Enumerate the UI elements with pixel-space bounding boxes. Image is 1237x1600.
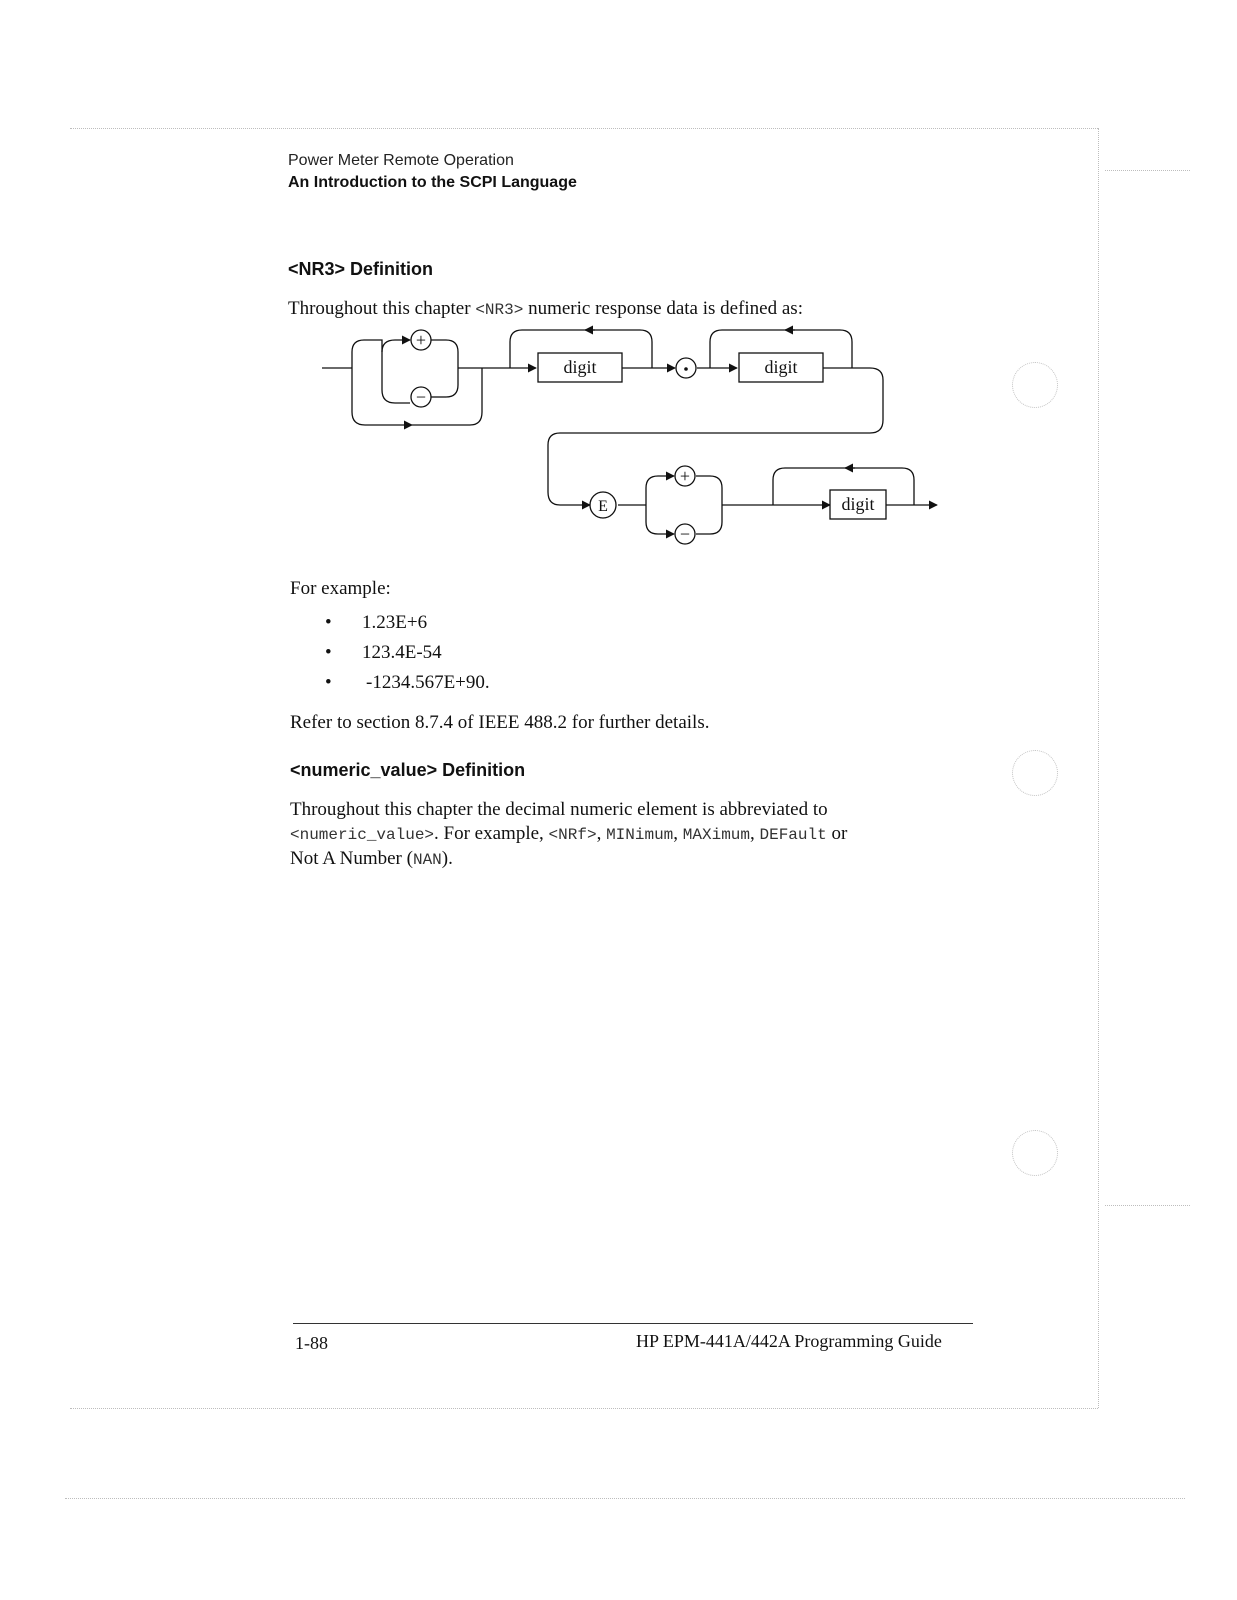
bullet-icon: • — [325, 672, 332, 693]
text-close: ). — [441, 848, 453, 869]
plus-symbol-1: + — [415, 330, 427, 350]
diagram-wrap-line — [548, 368, 883, 505]
separator: , — [596, 823, 607, 844]
scan-bottom-border — [70, 1408, 1098, 1409]
code-numeric-value: <numeric_value> — [290, 826, 435, 844]
running-header-chapter: Power Meter Remote Operation — [288, 152, 514, 169]
example-value: 1.23E+6 — [362, 612, 428, 633]
numeric-value-line-1: Throughout this chapter the decimal numeric element is abbreviated to — [290, 799, 828, 820]
code-nrf: <NRf> — [548, 826, 597, 844]
bullet-icon: • — [325, 642, 332, 663]
guide-title: HP EPM-441A/442A Programming Guide — [636, 1331, 942, 1351]
nr3-intro-code: <NR3> — [475, 301, 524, 319]
plus-symbol-2: + — [679, 466, 691, 486]
diagram-sign-plus-out — [430, 340, 458, 397]
scan-page-edge — [65, 1498, 1185, 1499]
exponent-label: E — [598, 498, 608, 515]
bullet-icon: • — [325, 612, 332, 633]
digit-label-1: digit — [563, 357, 597, 377]
nr3-intro-text-after: numeric response data is defined as: — [523, 298, 803, 319]
text-not-a-number: Not A Number ( — [290, 848, 413, 869]
code-nan: NAN — [412, 851, 442, 869]
example-label: For example: — [290, 578, 391, 599]
code-maximum: MAXimum — [682, 826, 750, 844]
example-value: -1234.567E+90. — [366, 672, 490, 693]
separator: , — [673, 823, 683, 844]
minus-symbol-1: − — [415, 387, 427, 407]
numeric-value-paragraph — [290, 798, 990, 872]
code-default: DEFault — [759, 826, 827, 844]
numeric-value-line-2 — [290, 822, 990, 847]
scan-right-tick-bottom — [1105, 1205, 1190, 1206]
punch-hole-bottom — [1012, 1130, 1058, 1176]
example-value: 123.4E-54 — [362, 642, 442, 663]
separator: , — [750, 823, 760, 844]
point-dot — [684, 367, 688, 371]
text-for-example: . For example, — [434, 823, 549, 844]
diagram-sign-plus-in — [382, 340, 410, 352]
nr3-intro-text-before: Throughout this chapter — [288, 298, 476, 319]
text-or: or — [826, 823, 848, 844]
diagram-sign-upper-path — [352, 340, 382, 368]
diagram-sign-outer-left — [382, 352, 410, 403]
numeric-value-line-3 — [290, 847, 990, 872]
footer-rule — [293, 1323, 973, 1324]
reference-text: Refer to section 8.7.4 of IEEE 488.2 for further details. — [290, 712, 710, 733]
diagram-sign2-minus-in — [646, 505, 674, 534]
nr3-heading: <NR3> Definition — [288, 259, 434, 279]
punch-hole-middle — [1012, 750, 1058, 796]
diagram-sign2-minus-out — [696, 505, 722, 534]
digit-label-3: digit — [841, 494, 875, 514]
numeric-value-heading: <numeric_value> Definition — [290, 760, 526, 780]
digit-label-2: digit — [764, 357, 798, 377]
minus-symbol-2: − — [679, 524, 691, 544]
nr3-syntax-diagram — [0, 0, 1237, 600]
diagram-sign2-plus-out — [696, 476, 722, 505]
running-header-section: An Introduction to the SCPI Language — [288, 174, 577, 191]
code-minimum: MINimum — [606, 826, 674, 844]
page-number: 1-88 — [295, 1333, 328, 1353]
diagram-sign2-plus-in — [646, 476, 674, 505]
